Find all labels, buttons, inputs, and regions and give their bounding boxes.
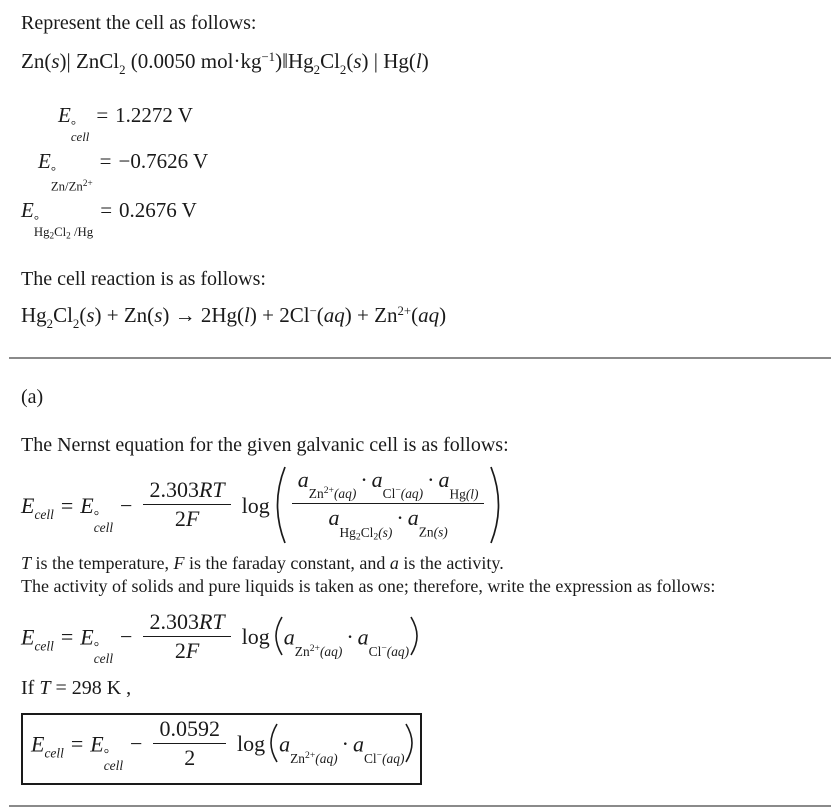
charge-superscript: 2+ — [397, 303, 412, 318]
multiplication-dot: · — [346, 624, 354, 650]
equals-sign: = — [99, 148, 112, 173]
tok: 2 — [184, 744, 196, 770]
zn-solid-subscript — [419, 525, 448, 540]
state-symbol: l — [244, 302, 250, 327]
T-symbol: T — [39, 676, 51, 699]
tok: Hg — [449, 486, 466, 502]
charge-superscript: 2+ — [309, 642, 320, 654]
F-symbol: F — [173, 552, 185, 573]
represent-line: Represent the cell as follows: — [21, 12, 257, 34]
E-symbol: E — [31, 731, 45, 757]
activity-symbol: a — [328, 505, 340, 531]
equals-sign: = — [100, 198, 113, 223]
denominator — [143, 504, 230, 532]
E-symbol: E — [21, 198, 34, 223]
tok: ) | Hg( — [361, 49, 416, 74]
reaction-intro-line: The cell reaction is as follows: — [21, 267, 266, 290]
tok: 2 — [174, 637, 186, 663]
tok: Hg — [33, 225, 50, 240]
degree-couple-stack — [34, 215, 93, 242]
subscript: 2 — [313, 62, 321, 77]
tok: )| ZnCl — [59, 49, 120, 74]
charge-superscript: − — [395, 485, 401, 497]
state-symbol: (aq) — [382, 750, 405, 766]
tok: F — [185, 637, 200, 663]
subscript: 2 — [46, 316, 54, 331]
tok: Cl — [53, 302, 73, 327]
tok: Hg — [339, 524, 356, 540]
concentration: 0.0050 mol·kg — [137, 49, 262, 74]
degree-cell-stack — [103, 746, 124, 774]
E-symbol: E — [80, 492, 94, 518]
cell-reaction-equation — [21, 295, 818, 341]
charge-superscript: − — [376, 749, 383, 761]
a-symbol: a — [389, 552, 399, 573]
state-symbol: s — [353, 49, 362, 74]
couple-subscript — [34, 225, 93, 242]
cell-subscript: cell — [34, 506, 54, 522]
log-function: log — [241, 624, 270, 650]
T-symbol: T — [21, 552, 32, 573]
tok: is the temperature, — [31, 552, 174, 573]
tok: Hg — [288, 49, 314, 74]
E-symbol: E — [90, 731, 104, 757]
tok: Zn( — [21, 49, 52, 74]
degree-mark: ° — [70, 117, 76, 132]
cell-subscript: cell — [44, 745, 64, 761]
equals-sign: = — [96, 102, 109, 127]
denominator — [153, 743, 226, 771]
cell-subscript: cell — [93, 519, 114, 535]
tok: ) — [421, 49, 429, 74]
charge-superscript: − — [309, 303, 317, 318]
tok: 2 — [174, 506, 186, 532]
final-answer-box — [21, 713, 422, 785]
degree-mark: ° — [33, 213, 39, 228]
nernst-equation-simplified — [21, 608, 818, 667]
numerator — [153, 716, 226, 743]
tok: Cl — [320, 49, 340, 74]
multiplication-dot: · — [427, 466, 435, 492]
subscript: 2 — [72, 316, 80, 331]
activity-symbol: a — [279, 731, 291, 757]
activity-symbol: a — [371, 466, 383, 492]
tok: RT — [198, 608, 225, 634]
zn-ion-subscript — [295, 644, 343, 659]
tok: ( — [125, 49, 138, 74]
tok: ( — [346, 49, 354, 74]
cell-notation — [21, 41, 818, 86]
subscript: 2 — [49, 230, 55, 241]
tok: 0.0592 — [159, 715, 220, 741]
charge-superscript: 2+ — [323, 485, 334, 497]
tok: ) — [439, 302, 447, 327]
minus-sign: − — [120, 624, 133, 650]
rt-fraction — [143, 477, 230, 532]
activity-fraction — [292, 467, 485, 542]
state-symbol: aq — [418, 302, 440, 327]
activity-denominator — [292, 503, 485, 542]
tok: Zn/Zn — [50, 179, 83, 194]
degree-mark: ° — [50, 163, 56, 178]
cell-subscript: cell — [34, 638, 54, 654]
subscript: 2 — [355, 531, 361, 543]
charge-superscript: 2+ — [82, 177, 93, 188]
log-function: log — [241, 492, 270, 518]
tok: Cl — [54, 225, 67, 240]
degree-couple-stack — [50, 163, 93, 194]
tok: F — [185, 506, 200, 532]
multiplication-dot: · — [360, 466, 368, 492]
paren-open-icon — [268, 722, 279, 764]
tok: Hg — [21, 302, 47, 327]
minus-sign: − — [120, 492, 133, 518]
equals-sign: = — [60, 492, 74, 518]
big-paren-close-icon — [488, 465, 503, 545]
tok: ( — [79, 302, 87, 327]
state-symbol: (s) — [378, 524, 393, 540]
cl-ion-subscript — [369, 644, 409, 659]
subscript: 2 — [66, 230, 71, 241]
tok: ( — [316, 302, 324, 327]
denominator — [143, 636, 230, 664]
tok: Zn — [294, 643, 310, 659]
superscript: −1 — [261, 50, 276, 64]
cell-subscript: cell — [103, 758, 124, 774]
degree-mark: ° — [103, 746, 110, 762]
state-symbol: s — [154, 302, 163, 327]
tok: = 298 K , — [50, 676, 132, 699]
state-symbol: (aq) — [386, 643, 410, 659]
minus-sign: − — [130, 731, 143, 757]
subscript: 2 — [119, 62, 126, 77]
variables-note-line — [21, 552, 818, 575]
paren-close-icon — [404, 722, 415, 764]
ecell-value: 1.2272 V — [115, 102, 193, 127]
state-symbol: (aq) — [315, 750, 338, 766]
calomel-subscript — [339, 524, 393, 543]
tok: Zn — [290, 750, 305, 766]
E-symbol: E — [80, 624, 94, 650]
degree-mark: ° — [93, 639, 100, 655]
tok: RT — [198, 477, 225, 503]
nernst-intro-line: The Nernst equation for the given galvanic cell is as follows: — [21, 433, 509, 456]
state-symbol: (s) — [433, 524, 448, 540]
degree-mark: ° — [93, 507, 100, 523]
cell-subscript: cell — [93, 651, 114, 667]
state-symbol: (aq) — [400, 486, 424, 502]
E-symbol: E — [21, 492, 35, 518]
temperature-condition-line — [21, 675, 818, 701]
state-symbol: s — [51, 49, 60, 74]
tok: ( — [411, 302, 419, 327]
tok: Zn — [418, 524, 434, 540]
zn-potential-value: −0.7626 V — [118, 148, 209, 173]
activity-numerator — [292, 467, 485, 503]
tok: Cl — [368, 643, 382, 659]
tok: is the faraday constant, and — [184, 552, 390, 573]
charge-superscript: 2+ — [305, 749, 316, 761]
state-symbol: (l) — [465, 486, 479, 502]
arrow-and-product: ) → 2Hg( — [162, 302, 245, 327]
degree-cell-stack — [93, 639, 114, 667]
E-symbol: E — [58, 102, 71, 127]
state-symbol: aq — [323, 302, 345, 327]
numerator — [143, 609, 230, 636]
tok: Cl — [360, 524, 374, 540]
activity-note-line: The activity of solids and pure liquids is taken as one; therefore, write the expression as follows: — [21, 575, 716, 596]
activity-symbol: a — [352, 731, 364, 757]
big-paren-open-icon — [273, 465, 288, 545]
log-function: log — [236, 731, 266, 757]
tok: /Hg — [70, 225, 94, 240]
subscript: 2 — [339, 62, 347, 77]
cell-subscript: cell — [70, 129, 90, 144]
tok: is the activity. — [398, 552, 504, 573]
tok: ) + 2Cl — [249, 302, 310, 327]
activity-symbol: a — [357, 624, 369, 650]
rt-fraction — [143, 609, 230, 664]
nernst-equation-full — [21, 468, 818, 548]
zn-ion-subscript — [309, 486, 357, 501]
tok: ) + Zn — [344, 302, 398, 327]
couple-subscript — [51, 176, 93, 194]
tok: Zn — [308, 486, 324, 502]
activity-symbol: a — [407, 505, 419, 531]
activity-symbol: a — [283, 624, 295, 650]
tok: ) + Zn( — [94, 302, 155, 327]
degree-cell-stack — [93, 507, 114, 535]
tok: 2.303 — [149, 608, 199, 634]
numerator — [143, 477, 230, 504]
salt-bridge-bars: ‖ — [282, 49, 288, 74]
final-equation — [31, 715, 415, 774]
multiplication-dot: · — [341, 731, 349, 757]
equals-sign: = — [60, 624, 74, 650]
zn-ion-subscript — [290, 751, 338, 766]
calomel-potential-line — [21, 193, 818, 242]
state-symbol: s — [86, 302, 95, 327]
equals-sign: = — [70, 731, 84, 757]
state-symbol: (aq) — [319, 643, 343, 659]
cl-ion-subscript — [383, 486, 423, 501]
E-symbol: E — [38, 148, 51, 173]
tok: 2.303 — [149, 477, 199, 503]
cl-ion-subscript — [364, 751, 404, 766]
paren-open-icon — [273, 615, 284, 657]
degree-cell-stack — [70, 117, 90, 144]
calomel-potential-value: 0.2676 V — [119, 198, 197, 223]
bottom-divider — [9, 805, 831, 807]
numeric-fraction — [153, 716, 226, 771]
hg-subscript — [449, 486, 478, 501]
activity-symbol: a — [438, 466, 450, 492]
tok: If — [21, 676, 40, 699]
subscript: 2 — [373, 531, 379, 543]
part-a-label: (a) — [21, 385, 44, 408]
state-symbol: l — [415, 49, 422, 74]
zn-potential-line — [38, 144, 818, 194]
section-divider — [9, 357, 831, 359]
tok: ) — [275, 49, 283, 74]
tok: Cl — [382, 486, 396, 502]
paren-close-icon — [409, 615, 420, 657]
ecell-standard-line — [58, 98, 818, 144]
charge-superscript: − — [381, 642, 387, 654]
E-symbol: E — [21, 624, 35, 650]
state-symbol: (aq) — [333, 486, 357, 502]
activity-symbol: a — [297, 466, 309, 492]
tok: Cl — [363, 750, 377, 766]
multiplication-dot: · — [396, 505, 404, 531]
